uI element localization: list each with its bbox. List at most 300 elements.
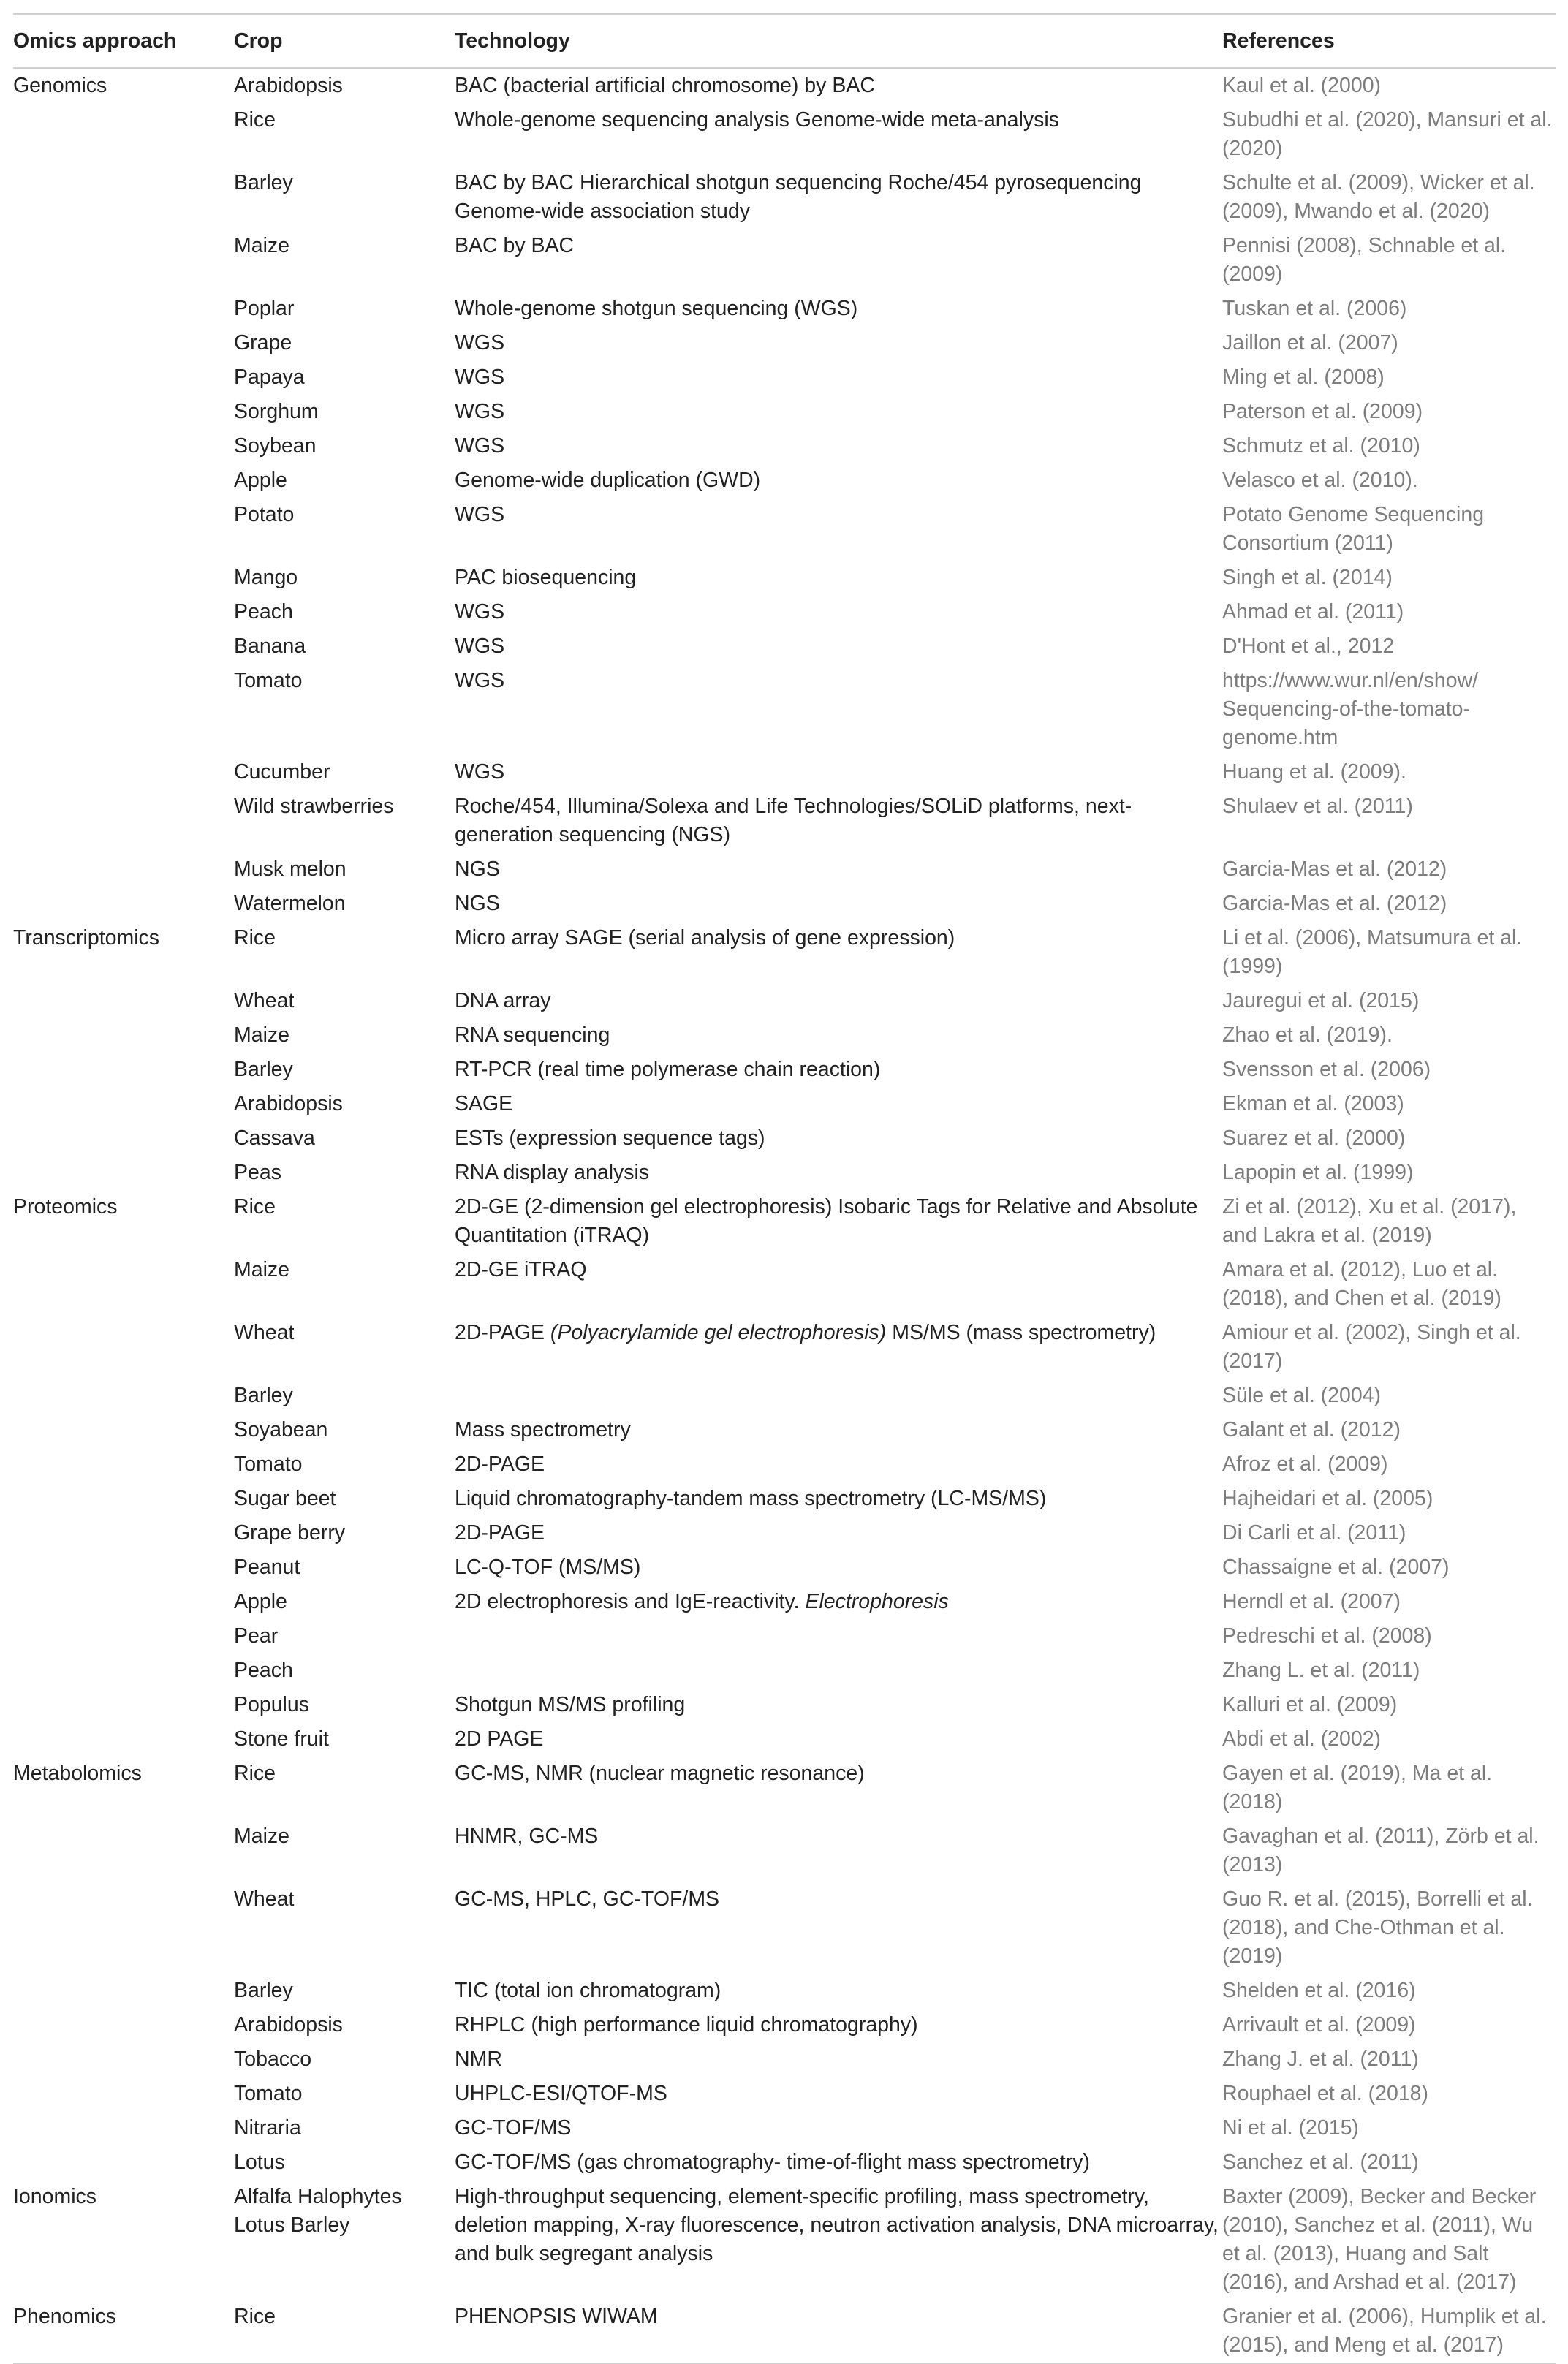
cell-crop: Rice <box>234 926 276 950</box>
technology-text: Shotgun MS/MS profiling <box>455 1693 686 1716</box>
technology-text: LC-Q-TOF (MS/MS) <box>455 1556 641 1579</box>
cell-technology <box>455 326 1222 360</box>
cell-technology <box>455 1550 1222 1585</box>
cell-crop: Maize <box>234 1825 290 1848</box>
cell-technology <box>455 664 1222 755</box>
technology-text: BAC by BAC <box>455 234 575 257</box>
cell-omics-approach <box>13 1053 234 1087</box>
cell-crop: Barley <box>234 171 293 194</box>
table-row <box>13 1447 1556 1482</box>
cell-crop: Maize <box>234 1258 290 1281</box>
technology-text: WGS <box>455 331 505 355</box>
technology-text: DNA array <box>455 989 551 1012</box>
cell-references: Süle et al. (2004) <box>1222 1384 1382 1407</box>
cell-references: Svensson et al. (2006) <box>1222 1058 1431 1081</box>
cell-crop: Poplar <box>234 297 295 320</box>
cell-references: Herndl et al. (2007) <box>1222 1590 1401 1613</box>
cell-technology <box>455 1585 1222 1619</box>
table-row <box>13 2008 1556 2042</box>
header-references: References <box>1222 29 1335 53</box>
cell-references: Lapopin et al. (1999) <box>1222 1161 1414 1184</box>
cell-omics-approach <box>13 166 234 229</box>
cell-crop: Grape berry <box>234 1521 346 1545</box>
table-row <box>13 1619 1556 1653</box>
cell-crop: Populus <box>234 1693 309 1716</box>
cell-crop: Arabidopsis <box>234 2013 343 2037</box>
cell-omics-approach: Transcriptomics <box>13 926 160 950</box>
cell-crop: Arabidopsis <box>234 1092 343 1115</box>
cell-crop: Nitraria <box>234 2116 301 2140</box>
cell-technology <box>455 1190 1222 1253</box>
cell-references: Suarez et al. (2000) <box>1222 1126 1406 1150</box>
table-row <box>13 1757 1556 1819</box>
cell-crop: Tomato <box>234 2082 303 2105</box>
cell-references: Potato Genome Sequencing Consortium (2011) <box>1222 503 1485 555</box>
cell-technology <box>455 1516 1222 1550</box>
cell-omics-approach <box>13 229 234 292</box>
cell-technology <box>455 360 1222 395</box>
technology-text: Whole-genome shotgun sequencing (WGS) <box>455 297 858 320</box>
cell-omics-approach <box>13 1516 234 1550</box>
cell-references: D'Hont et al., 2012 <box>1222 634 1395 658</box>
cell-technology <box>455 2145 1222 2180</box>
cell-omics-approach <box>13 664 234 755</box>
cell-crop: Sorghum <box>234 400 319 423</box>
table-row <box>13 629 1556 664</box>
cell-omics-approach <box>13 852 234 887</box>
table-row <box>13 595 1556 629</box>
table-row <box>13 1316 1556 1379</box>
cell-omics-approach <box>13 1619 234 1653</box>
cell-crop: Cucumber <box>234 760 330 784</box>
cell-technology <box>455 595 1222 629</box>
cell-references: Granier et al. (2006), Humplik et al. (2015), and Meng et al. (2017) <box>1222 2305 1547 2357</box>
technology-text: HNMR, GC-MS <box>455 1825 599 1848</box>
cell-omics-approach: Metabolomics <box>13 1762 142 1785</box>
cell-technology <box>455 1379 1222 1413</box>
table-row <box>13 1688 1556 1722</box>
cell-omics-approach <box>13 292 234 326</box>
cell-crop: Tobacco <box>234 2047 312 2071</box>
technology-text: PHENOPSIS WIWAM <box>455 2305 658 2328</box>
table-body <box>13 68 1556 2363</box>
technology-text: NGS <box>455 892 500 915</box>
cell-references: https://www.wur.nl/en/show/ Sequencing-of-the-tomato-genome.htm <box>1222 669 1479 749</box>
cell-technology <box>455 2180 1222 2300</box>
cell-references: Garcia-Mas et al. (2012) <box>1222 892 1447 915</box>
cell-omics-approach <box>13 984 234 1018</box>
table-row <box>13 292 1556 326</box>
table-row <box>13 1653 1556 1688</box>
table-row <box>13 852 1556 887</box>
cell-crop: Alfalfa Halophytes Lotus Barley <box>234 2185 402 2237</box>
cell-references: Zhang J. et al. (2011) <box>1222 2047 1419 2071</box>
cell-crop: Soybean <box>234 434 317 458</box>
table-row <box>13 1550 1556 1585</box>
cell-omics-approach <box>13 2042 234 2077</box>
cell-omics-approach <box>13 2145 234 2180</box>
cell-omics-approach <box>13 1087 234 1121</box>
table-row <box>13 1413 1556 1447</box>
technology-text: 2D-PAGE <box>455 1452 545 1476</box>
technology-text: GC-MS, HPLC, GC-TOF/MS <box>455 1887 720 1911</box>
cell-omics-approach <box>13 1550 234 1585</box>
cell-omics-approach: Genomics <box>13 74 107 97</box>
cell-references: Abdi et al. (2002) <box>1222 1727 1382 1751</box>
cell-omics-approach <box>13 1413 234 1447</box>
table-row <box>13 2180 1556 2300</box>
cell-crop: Peach <box>234 600 293 624</box>
cell-references: Kalluri et al. (2009) <box>1222 1693 1398 1716</box>
cell-technology <box>455 2111 1222 2145</box>
table-row <box>13 103 1556 166</box>
technology-text: RNA display analysis <box>455 1161 650 1184</box>
technology-text: GC-TOF/MS (gas chromatography- time-of-flight mass spectrometry) <box>455 2151 1090 2174</box>
technology-text: GC-MS, NMR (nuclear magnetic resonance) <box>455 1762 865 1785</box>
cell-crop: Rice <box>234 108 276 132</box>
cell-omics-approach <box>13 1121 234 1156</box>
cell-crop: Peach <box>234 1659 293 1682</box>
cell-omics-approach <box>13 2111 234 2145</box>
cell-technology <box>455 1819 1222 1882</box>
cell-omics-approach <box>13 1974 234 2008</box>
cell-technology <box>455 166 1222 229</box>
technology-text: UHPLC-ESI/QTOF-MS <box>455 2082 667 2105</box>
cell-omics-approach <box>13 595 234 629</box>
table-row <box>13 1253 1556 1316</box>
table-row <box>13 664 1556 755</box>
cell-technology <box>455 1447 1222 1482</box>
header-crop: Crop <box>234 29 283 53</box>
cell-crop: Maize <box>234 234 290 257</box>
cell-omics-approach <box>13 2008 234 2042</box>
cell-references: Amiour et al. (2002), Singh et al. (2017) <box>1222 1321 1521 1373</box>
cell-technology <box>455 561 1222 595</box>
cell-technology <box>455 395 1222 429</box>
technology-text: TIC (total ion chromatogram) <box>455 1979 721 2002</box>
omics-table <box>13 13 1556 2364</box>
cell-crop: Barley <box>234 1979 293 2002</box>
cell-omics-approach <box>13 1253 234 1316</box>
cell-crop: Wheat <box>234 1887 295 1911</box>
cell-crop: Soyabean <box>234 1418 328 1441</box>
cell-omics-approach <box>13 1156 234 1190</box>
header-technology: Technology <box>455 29 570 53</box>
cell-crop: Wheat <box>234 1321 295 1344</box>
cell-technology <box>455 292 1222 326</box>
cell-crop: Sugar beet <box>234 1487 336 1510</box>
cell-references: Pennisi (2008), Schnable et al. (2009) <box>1222 234 1507 286</box>
table-row <box>13 1018 1556 1053</box>
cell-omics-approach <box>13 2077 234 2111</box>
table-row <box>13 360 1556 395</box>
technology-text: Whole-genome sequencing analysis Genome-wide meta-analysis <box>455 108 1059 132</box>
cell-crop: Rice <box>234 1762 276 1785</box>
cell-references: Shulaev et al. (2011) <box>1222 795 1413 818</box>
cell-technology <box>455 1253 1222 1316</box>
cell-crop: Apple <box>234 469 287 492</box>
cell-references: Ahmad et al. (2011) <box>1222 600 1404 624</box>
table-row <box>13 1819 1556 1882</box>
table-row <box>13 1516 1556 1550</box>
cell-references: Paterson et al. (2009) <box>1222 400 1423 423</box>
cell-crop: Peas <box>234 1161 281 1184</box>
cell-technology <box>455 429 1222 463</box>
technology-text: Mass spectrometry <box>455 1418 631 1441</box>
cell-crop: Tomato <box>234 1452 303 1476</box>
cell-technology <box>455 887 1222 921</box>
table-row <box>13 1722 1556 1757</box>
cell-technology <box>455 1882 1222 1974</box>
cell-references: Zhang L. et al. (2011) <box>1222 1659 1420 1682</box>
cell-technology <box>455 789 1222 852</box>
cell-technology <box>455 1316 1222 1379</box>
technology-text: RNA sequencing <box>455 1023 610 1047</box>
cell-technology <box>455 1482 1222 1516</box>
cell-technology <box>455 1619 1222 1653</box>
table-row <box>13 2300 1556 2363</box>
cell-omics-approach <box>13 1447 234 1482</box>
cell-crop: Maize <box>234 1023 290 1047</box>
cell-crop: Wheat <box>234 989 295 1012</box>
cell-crop: Barley <box>234 1384 293 1407</box>
technology-text-after: MS/MS (mass spectrometry) <box>886 1321 1156 1344</box>
table-row <box>13 1379 1556 1413</box>
cell-omics-approach <box>13 1722 234 1757</box>
table-header <box>13 14 1556 68</box>
cell-crop: Pear <box>234 1624 279 1648</box>
cell-omics-approach <box>13 498 234 561</box>
cell-references: Pedreschi et al. (2008) <box>1222 1624 1432 1648</box>
cell-omics-approach <box>13 1688 234 1722</box>
technology-text: PAC biosequencing <box>455 566 637 589</box>
cell-omics-approach <box>13 103 234 166</box>
table-row <box>13 326 1556 360</box>
table-row <box>13 1585 1556 1619</box>
cell-technology <box>455 755 1222 789</box>
table-row <box>13 229 1556 292</box>
table-row <box>13 166 1556 229</box>
cell-crop: Grape <box>234 331 292 355</box>
table-row <box>13 984 1556 1018</box>
cell-technology <box>455 921 1222 984</box>
cell-references: Amara et al. (2012), Luo et al. (2018), and Chen et al. (2019) <box>1222 1258 1501 1310</box>
table-row <box>13 755 1556 789</box>
cell-crop: Mango <box>234 566 298 589</box>
cell-technology <box>455 1974 1222 2008</box>
cell-technology <box>455 2300 1222 2363</box>
table-row <box>13 921 1556 984</box>
table-row <box>13 1121 1556 1156</box>
cell-references: Huang et al. (2009). <box>1222 760 1406 784</box>
cell-omics-approach <box>13 629 234 664</box>
cell-omics-approach <box>13 561 234 595</box>
cell-technology <box>455 2077 1222 2111</box>
cell-technology <box>455 1757 1222 1819</box>
cell-references: Hajheidari et al. (2005) <box>1222 1487 1433 1510</box>
cell-references: Singh et al. (2014) <box>1222 566 1393 589</box>
cell-technology <box>455 229 1222 292</box>
cell-references: Li et al. (2006), Matsumura et al. (1999) <box>1222 926 1523 978</box>
technology-italic-text: (Polyacrylamide gel electrophoresis) <box>550 1321 887 1344</box>
cell-references: Di Carli et al. (2011) <box>1222 1521 1406 1545</box>
cell-crop: Wild strawberries <box>234 795 394 818</box>
table-row <box>13 561 1556 595</box>
cell-omics-approach <box>13 395 234 429</box>
table-row <box>13 1882 1556 1974</box>
cell-crop: Barley <box>234 1058 293 1081</box>
cell-omics-approach: Proteomics <box>13 1195 118 1219</box>
cell-technology <box>455 1413 1222 1447</box>
cell-crop: Musk melon <box>234 857 346 881</box>
technology-text: WGS <box>455 669 505 692</box>
table-row <box>13 1053 1556 1087</box>
cell-references: Guo R. et al. (2015), Borrelli et al. (2018), and Che-Othman et al. (2019) <box>1222 1887 1533 1968</box>
table-row <box>13 68 1556 103</box>
cell-crop: Cassava <box>234 1126 315 1150</box>
cell-technology <box>455 103 1222 166</box>
cell-references: Ni et al. (2015) <box>1222 2116 1359 2140</box>
cell-references: Tuskan et al. (2006) <box>1222 297 1407 320</box>
cell-references: Arrivault et al. (2009) <box>1222 2013 1416 2037</box>
cell-references: Ming et al. (2008) <box>1222 365 1385 389</box>
cell-references: Gavaghan et al. (2011), Zörb et al. (2013) <box>1222 1825 1539 1876</box>
cell-technology <box>455 1087 1222 1121</box>
cell-omics-approach <box>13 1379 234 1413</box>
cell-omics-approach <box>13 1882 234 1974</box>
cell-crop: Papaya <box>234 365 305 389</box>
cell-technology <box>455 1018 1222 1053</box>
table-row <box>13 395 1556 429</box>
technology-text: WGS <box>455 600 505 624</box>
cell-references: Ekman et al. (2003) <box>1222 1092 1404 1115</box>
technology-text: RHPLC (high performance liquid chromatography) <box>455 2013 918 2037</box>
cell-omics-approach <box>13 326 234 360</box>
cell-references: Kaul et al. (2000) <box>1222 74 1382 97</box>
cell-omics-approach: Phenomics <box>13 2305 116 2328</box>
technology-text: Genome-wide duplication (GWD) <box>455 469 761 492</box>
cell-crop: Potato <box>234 503 295 526</box>
technology-text: WGS <box>455 760 505 784</box>
table-row <box>13 429 1556 463</box>
cell-references: Rouphael et al. (2018) <box>1222 2082 1429 2105</box>
cell-references: Baxter (2009), Becker and Becker (2010), Sanchez et al. (2011), Wu et al. (2013), Huang and Salt (2016), and Arshad et al. (2017) <box>1222 2185 1537 2294</box>
cell-crop: Stone fruit <box>234 1727 329 1751</box>
cell-technology <box>455 1722 1222 1757</box>
cell-omics-approach <box>13 463 234 498</box>
cell-references: Gayen et al. (2019), Ma et al. (2018) <box>1222 1762 1493 1814</box>
cell-references: Sanchez et al. (2011) <box>1222 2151 1419 2174</box>
cell-crop: Rice <box>234 1195 276 1219</box>
table-row <box>13 789 1556 852</box>
technology-text: WGS <box>455 503 505 526</box>
cell-crop: Watermelon <box>234 892 346 915</box>
table-row <box>13 1482 1556 1516</box>
cell-omics-approach <box>13 1482 234 1516</box>
cell-references: Schmutz et al. (2010) <box>1222 434 1420 458</box>
cell-references: Velasco et al. (2010). <box>1222 469 1418 492</box>
technology-text: GC-TOF/MS <box>455 2116 572 2140</box>
technology-text: WGS <box>455 434 505 458</box>
technology-text: RT-PCR (real time polymerase chain reaction) <box>455 1058 881 1081</box>
technology-text: 2D-PAGE <box>455 1521 545 1545</box>
technology-italic-text: Electrophoresis <box>805 1590 949 1613</box>
table-row <box>13 1087 1556 1121</box>
technology-text: NGS <box>455 857 500 881</box>
cell-omics-approach <box>13 429 234 463</box>
cell-references: Shelden et al. (2016) <box>1222 1979 1416 2002</box>
cell-omics-approach: Ionomics <box>13 2185 97 2208</box>
cell-references: Schulte et al. (2009), Wicker et al. (2009), Mwando et al. (2020) <box>1222 171 1535 223</box>
cell-references: Jaillon et al. (2007) <box>1222 331 1398 355</box>
cell-technology <box>455 1653 1222 1688</box>
cell-technology <box>455 1688 1222 1722</box>
cell-omics-approach <box>13 887 234 921</box>
table-row <box>13 2042 1556 2077</box>
cell-references: Jauregui et al. (2015) <box>1222 989 1420 1012</box>
technology-text: 2D-GE (2-dimension gel electrophoresis) Isobaric Tags for Relative and Absolute Quantitation (iTRAQ) <box>455 1195 1198 1247</box>
technology-text: Liquid chromatography-tandem mass spectrometry (LC-MS/MS) <box>455 1487 1047 1510</box>
cell-omics-approach <box>13 1819 234 1882</box>
cell-omics-approach <box>13 789 234 852</box>
table-row <box>13 1156 1556 1190</box>
cell-references: Zi et al. (2012), Xu et al. (2017), and Lakra et al. (2019) <box>1222 1195 1517 1247</box>
technology-text: High-throughput sequencing, element-specific profiling, mass spectrometry, deletion mapping, X-ray fluorescence, neutron activation analysis, DNA microarray, and bulk segregant analysis <box>455 2185 1219 2265</box>
cell-references: Garcia-Mas et al. (2012) <box>1222 857 1447 881</box>
technology-text: NMR <box>455 2047 502 2071</box>
cell-technology <box>455 1156 1222 1190</box>
table-row <box>13 2145 1556 2180</box>
cell-omics-approach <box>13 1585 234 1619</box>
cell-technology <box>455 2042 1222 2077</box>
cell-technology <box>455 629 1222 664</box>
cell-crop: Apple <box>234 1590 287 1613</box>
technology-text: Roche/454, Illumina/Solexa and Life Technologies/SOLiD platforms, next-generation sequencing (NGS) <box>455 795 1132 846</box>
cell-omics-approach <box>13 360 234 395</box>
cell-crop: Banana <box>234 634 306 658</box>
cell-omics-approach <box>13 1018 234 1053</box>
cell-references: Galant et al. (2012) <box>1222 1418 1401 1441</box>
cell-references: Zhao et al. (2019). <box>1222 1023 1393 1047</box>
cell-crop: Peanut <box>234 1556 300 1579</box>
table-row <box>13 887 1556 921</box>
header-row <box>13 14 1556 68</box>
technology-text: WGS <box>455 634 505 658</box>
cell-technology <box>455 2008 1222 2042</box>
cell-crop: Lotus <box>234 2151 285 2174</box>
technology-text: WGS <box>455 400 505 423</box>
cell-technology <box>455 1053 1222 1087</box>
table-row <box>13 1190 1556 1253</box>
cell-omics-approach <box>13 755 234 789</box>
technology-text: WGS <box>455 365 505 389</box>
technology-text: BAC (bacterial artificial chromosome) by BAC <box>455 74 875 97</box>
cell-crop: Rice <box>234 2305 276 2328</box>
technology-text: 2D-GE iTRAQ <box>455 1258 587 1281</box>
table-row <box>13 2111 1556 2145</box>
table-row <box>13 2077 1556 2111</box>
cell-technology <box>455 68 1222 103</box>
cell-technology <box>455 498 1222 561</box>
technology-text: SAGE <box>455 1092 513 1115</box>
cell-technology <box>455 463 1222 498</box>
technology-text: Micro array SAGE (serial analysis of gene expression) <box>455 926 955 950</box>
cell-technology <box>455 1121 1222 1156</box>
cell-references: Chassaigne et al. (2007) <box>1222 1556 1450 1579</box>
technology-text: 2D-PAGE <box>455 1321 550 1344</box>
cell-crop: Arabidopsis <box>234 74 343 97</box>
cell-references: Afroz et al. (2009) <box>1222 1452 1388 1476</box>
